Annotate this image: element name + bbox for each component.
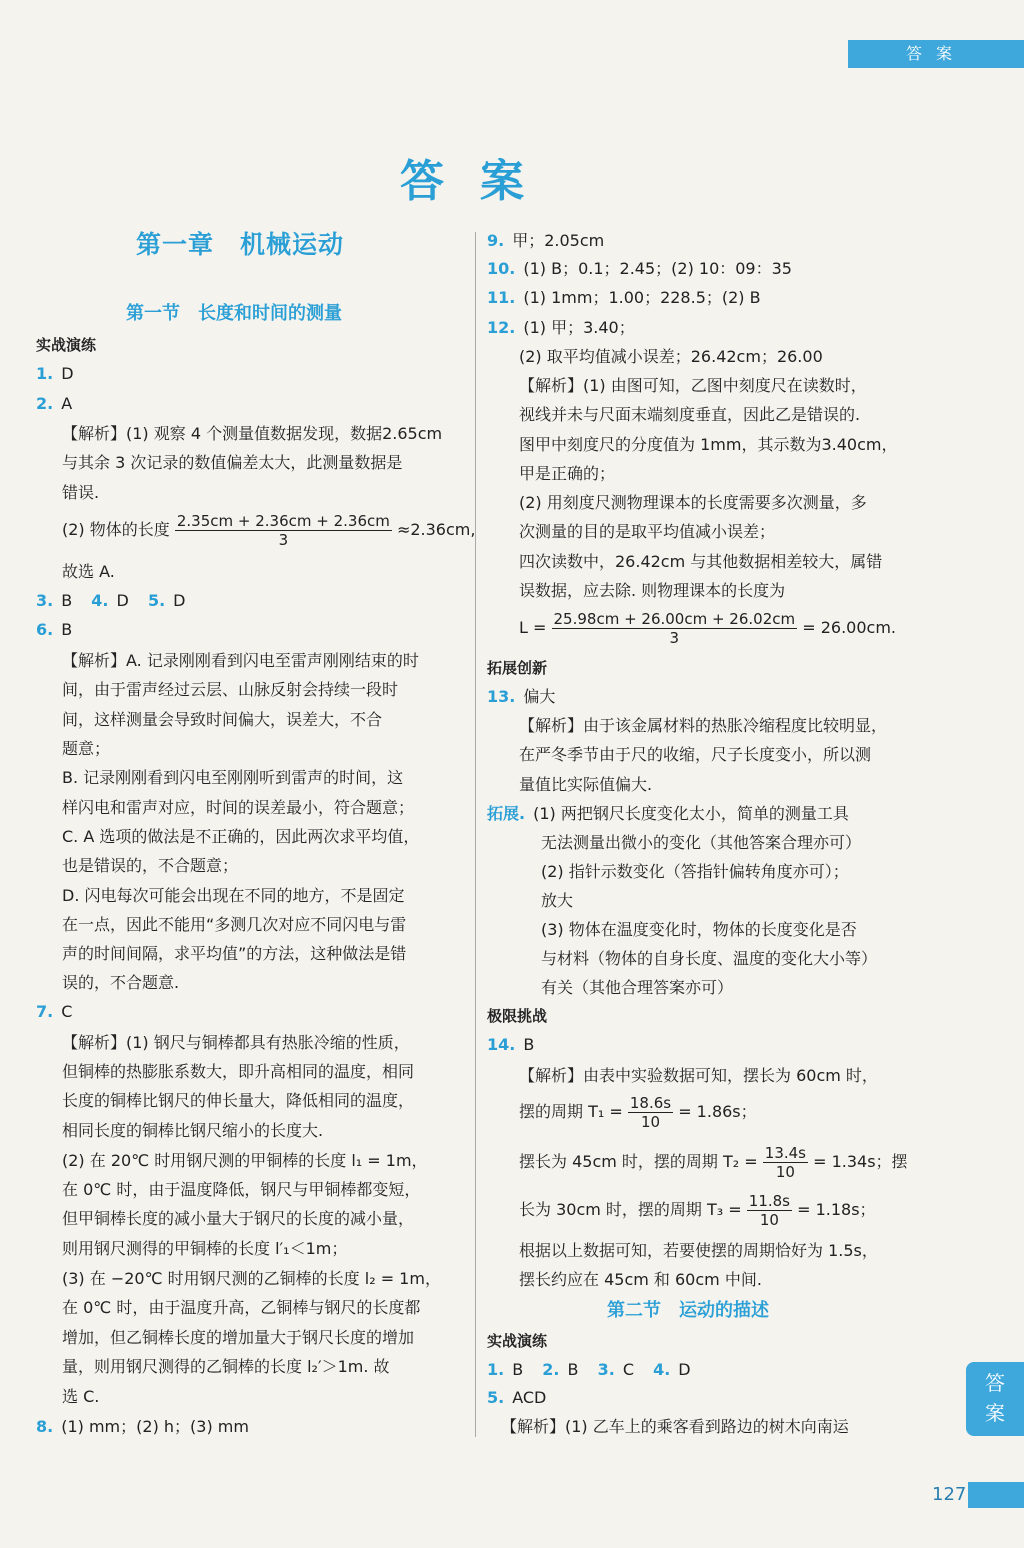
explain-line: 图甲中刻度尺的分度值为 1mm，其示数为3.40cm， bbox=[519, 435, 898, 454]
explain-line: 【解析】(1) 钢尺与铜棒都具有热胀冷缩的性质， bbox=[62, 1033, 410, 1052]
formula-line: 长为 30cm 时，摆的周期 T₃ = $\frac{11.8s}{10}$ = 1.18s； bbox=[519, 1192, 876, 1229]
formula-line: 摆长为 45cm 时，摆的周期 T₂ = $\frac{13.4s}{10}$ = 1.34s；摆 bbox=[519, 1144, 908, 1181]
section-title: 第二节 运动的描述 bbox=[607, 1300, 769, 1321]
explain-line: (2) 在 20℃ 时用钢尺测的甲铜棒的长度 l₁ = 1m， bbox=[62, 1151, 428, 1170]
explain-line: C. A 选项的做法是不正确的，因此两次求平均值， bbox=[62, 827, 420, 846]
limit-heading: 极限挑战 bbox=[487, 1007, 548, 1025]
explain-line: 相同长度的铜棒比钢尺缩小的长度大. bbox=[62, 1121, 324, 1140]
explain-line: 甲是正确的； bbox=[519, 464, 616, 483]
answer-1: 1. D bbox=[36, 364, 74, 383]
page-number-bar bbox=[968, 1482, 1024, 1508]
answer-2: 2. A bbox=[36, 394, 73, 413]
page-number: 127 bbox=[932, 1484, 967, 1505]
explain-line: 四次读数中，26.42cm 与其他数据相差较大，属错 bbox=[519, 552, 883, 571]
explain-line: 有关（其他合理答案亦可） bbox=[541, 978, 734, 997]
practice-heading: 实战演练 bbox=[487, 1332, 548, 1350]
explain-line: 错误. bbox=[62, 483, 100, 502]
explain-line: 【解析】由表中实验数据可知，摆长为 60cm 时， bbox=[519, 1066, 878, 1085]
explain-line: B. 记录刚刚看到闪电至刚刚听到雷声的时间，这 bbox=[62, 768, 404, 787]
formula-line: 摆的周期 T₁ = $\frac{18.6s}{10}$ = 1.86s； bbox=[519, 1094, 757, 1131]
answer-11: 11. (1) 1mm；1.00；228.5；(2) B bbox=[487, 288, 761, 307]
answer-7: 7. C bbox=[36, 1002, 73, 1021]
explain-line: 故选 A. bbox=[62, 562, 115, 581]
explain-line: 【解析】(1) 由图可知，乙图中刻度尺在读数时， bbox=[519, 376, 867, 395]
section-title: 第一节 长度和时间的测量 bbox=[126, 303, 342, 324]
explain-line: 声的时间间隔，求平均值”的方法，这种做法是错 bbox=[62, 944, 407, 963]
explain-line: 也是错误的，不合题意； bbox=[62, 856, 239, 875]
explain-line: 但甲铜棒长度的减小量大于钢尺的长度的减小量， bbox=[62, 1209, 415, 1228]
extension-answer: 拓展. (1) 两把钢尺长度变化太小，简单的测量工具 bbox=[487, 804, 849, 823]
explain-line: 次测量的目的是取平均值减小误差； bbox=[519, 522, 776, 541]
answer-3-5: 3. B 4. D 5. D bbox=[36, 591, 186, 610]
page-title: 答案 bbox=[400, 156, 560, 207]
explain-line: 则用钢尺测得的甲铜棒的长度 l′₁＜1m； bbox=[62, 1239, 348, 1258]
explain-line: 增加，但乙铜棒长度的增加量大于钢尺长度的增加 bbox=[62, 1328, 415, 1347]
explain-line: 视线并未与尺面末端刻度垂直，因此乙是错误的. bbox=[519, 405, 861, 424]
explain-line: 与其余 3 次记录的数值偏差太大，此测量数据是 bbox=[62, 453, 403, 472]
fraction: $\frac{2.35cm + 2.36cm + 2.36cm}{3}$ bbox=[176, 512, 390, 549]
extend-heading: 拓展创新 bbox=[487, 659, 548, 677]
explain-line: 间，由于雷声经过云层、山脉反射会持续一段时 bbox=[62, 680, 399, 699]
answer-14: 14. B bbox=[487, 1035, 535, 1054]
explain-line: 但铜棒的热膨胀系数大，即升高相同的温度，相同 bbox=[62, 1062, 415, 1081]
explain-line: 在 0℃ 时，由于温度降低，钢尺与甲铜棒都变短， bbox=[62, 1180, 421, 1199]
explain-line: 摆长约应在 45cm 和 60cm 中间. bbox=[519, 1270, 762, 1289]
explain-line: 根据以上数据可知，若要使摆的周期恰好为 1.5s， bbox=[519, 1241, 878, 1260]
explain-line: 选 C. bbox=[62, 1387, 100, 1406]
chapter-title: 第一章 机械运动 bbox=[136, 230, 345, 259]
answer-13: 13. 偏大 bbox=[487, 687, 556, 706]
explain-line: (3) 物体在温度变化时，物体的长度变化是否 bbox=[541, 920, 857, 939]
explain-line: 在一点，因此不能用“多测几次对应不同闪电与雷 bbox=[62, 915, 407, 934]
explain-line: (2) 用刻度尺测物理课本的长度需要多次测量，多 bbox=[519, 493, 867, 512]
explain-line: 【解析】(1) 观察 4 个测量值数据发现，数据2.65cm bbox=[62, 424, 443, 443]
explain-line: 题意； bbox=[62, 739, 111, 758]
fraction: $\frac{11.8s}{10}$ bbox=[748, 1192, 790, 1229]
explain-line: 量，则用钢尺测得的乙铜棒的长度 l₂′＞1m. 故 bbox=[62, 1357, 390, 1376]
answer-1-4: 1. B 2. B 3. C 4. D bbox=[487, 1360, 691, 1379]
column-divider bbox=[475, 232, 476, 1437]
formula-line: L = $\frac{25.98cm + 26.00cm + 26.02cm}{3}$ = 26.00cm. bbox=[519, 610, 896, 647]
explain-line: 无法测量出微小的变化（其他答案合理亦可） bbox=[541, 833, 862, 852]
explain-line: 误的，不合题意. bbox=[62, 973, 180, 992]
explain-line: (2) 指针示数变化（答指针偏转角度亦可）； bbox=[541, 862, 849, 881]
explain-line: 与材料（物体的自身长度、温度的变化大小等） bbox=[541, 949, 878, 968]
side-tab: 答 案 bbox=[966, 1362, 1024, 1436]
answer-5: 5. ACD bbox=[487, 1388, 547, 1407]
explain-line: 量值比实际值偏大. bbox=[519, 775, 653, 794]
header-tab: 答案 bbox=[848, 40, 1024, 68]
answer-9: 9. 甲；2.05cm bbox=[487, 231, 605, 250]
explain-line: 在严冬季节由于尺的收缩，尺子长度变小，所以测 bbox=[519, 745, 872, 764]
explain-line: 长度的铜棒比钢尺的伸长量大，降低相同的温度， bbox=[62, 1091, 415, 1110]
explain-line: 放大 bbox=[541, 891, 574, 910]
explain-line: (3) 在 −20℃ 时用钢尺测的乙铜棒的长度 l₂ = 1m， bbox=[62, 1269, 441, 1288]
explain-line: 误数据，应去除. 则物理课本的长度为 bbox=[519, 581, 786, 600]
explain-line: (2) 取平均值减小误差；26.42cm；26.00 bbox=[519, 347, 823, 366]
explain-line: 【解析】A. 记录刚刚看到闪电至雷声刚刚结束的时 bbox=[62, 651, 419, 670]
fraction: $\frac{18.6s}{10}$ bbox=[629, 1094, 672, 1131]
explain-line: 间，这样测量会导致时间偏大，误差大，不合 bbox=[62, 710, 383, 729]
fraction: $\frac{13.4s}{10}$ bbox=[764, 1144, 806, 1181]
explain-line: 样闪电和雷声对应，时间的误差最小，符合题意； bbox=[62, 798, 415, 817]
explain-line: 【解析】(1) 乙车上的乘客看到路边的树木向南运 bbox=[501, 1417, 849, 1436]
answer-12: 12. (1) 甲；3.40； bbox=[487, 318, 635, 337]
answer-10: 10. (1) B；0.1；2.45；(2) 10：09：35 bbox=[487, 259, 792, 278]
explain-line: 【解析】由于该金属材料的热胀冷缩程度比较明显， bbox=[519, 716, 888, 735]
explain-line: D. 闪电每次可能会出现在不同的地方，不是固定 bbox=[62, 886, 405, 905]
practice-heading: 实战演练 bbox=[36, 336, 97, 354]
fraction: $\frac{25.98cm + 26.00cm + 26.02cm}{3}$ bbox=[553, 610, 796, 647]
answer-6: 6. B bbox=[36, 620, 73, 639]
answer-8: 8. (1) mm；(2) h；(3) mm bbox=[36, 1417, 249, 1436]
formula-line: (2) 物体的长度 $\frac{2.35cm + 2.36cm + 2.36cm}{3}$ ≈2.36cm, bbox=[62, 512, 476, 549]
explain-line: 在 0℃ 时，由于温度升高，乙铜棒与钢尺的长度都 bbox=[62, 1298, 421, 1317]
